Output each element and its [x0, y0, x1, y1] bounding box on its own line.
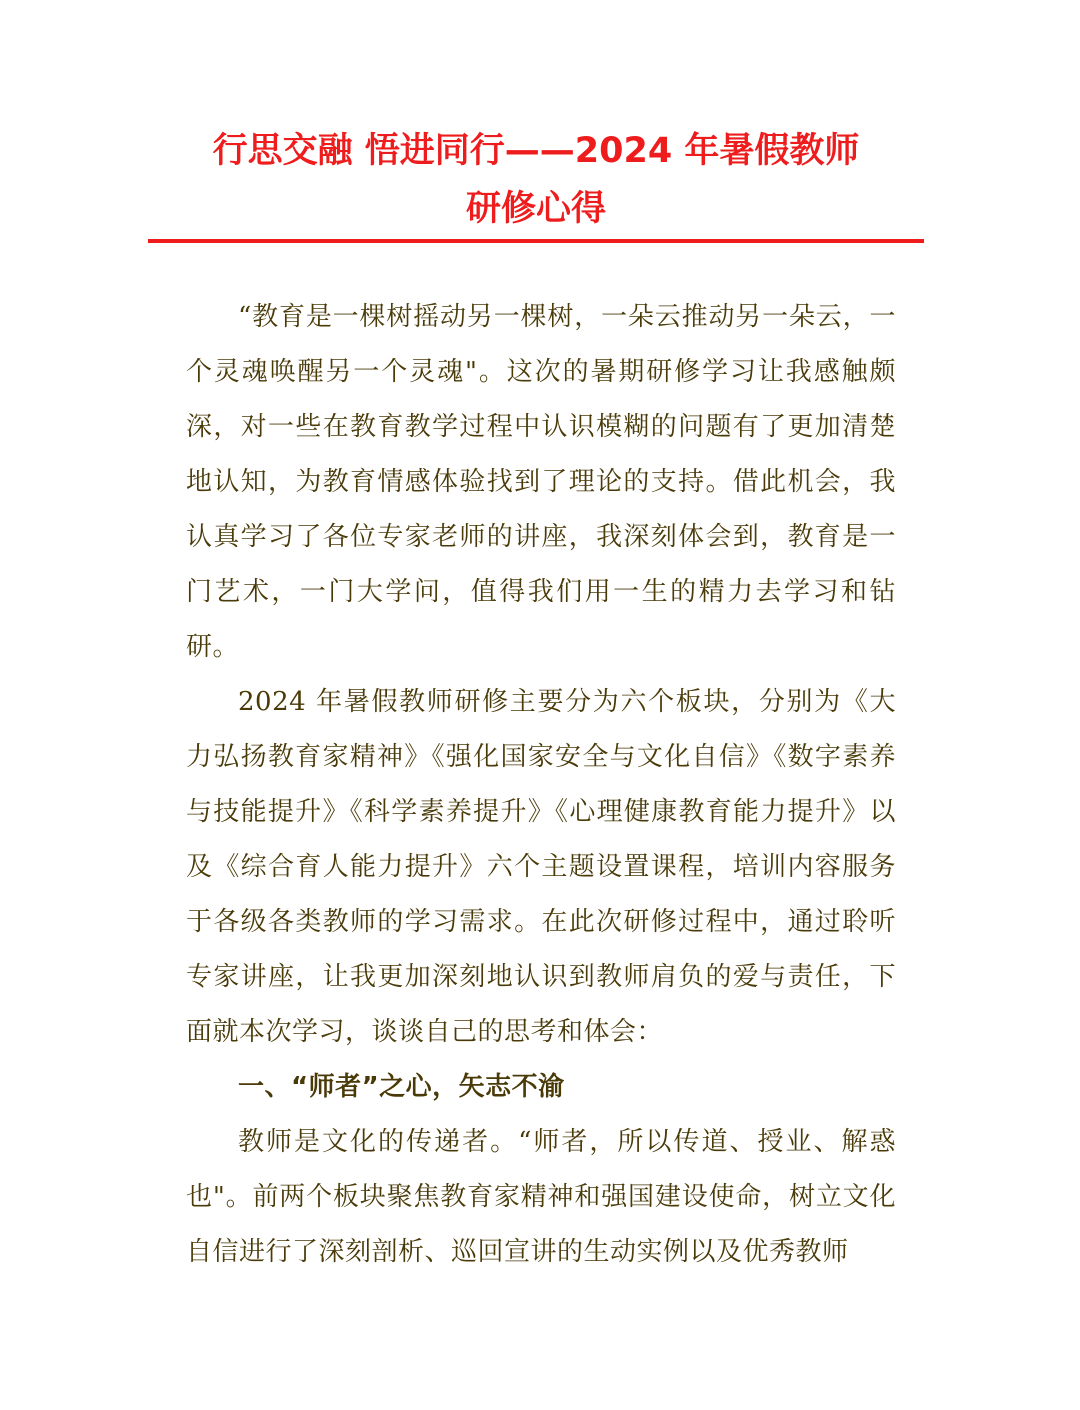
title-line-1: 行思交融 悟进同行——2024 年暑假教师: [212, 131, 860, 171]
paragraph-intro: “教育是一棵树摇动另一棵树，一朵云推动另一朵云，一个灵魂唤醒另一个灵魂"。这次的暑期研修学习让我感触颇深，对一些在教育教学过程中认识模糊的问题有了更加清楚地认知，为教育情感体验找到了理论的支持。借此机会，我认真学习了各位专家老师的讲座，我深刻体会到，教育是一门艺术，一门大学问，值得我们用一生的精力去学习和钻研。: [186, 302, 896, 662]
title-line-2: 研修心得: [465, 189, 606, 229]
document-title: [148, 122, 924, 238]
section-heading-1: 一、“师者”之心，矢志不渝: [238, 1072, 565, 1102]
paragraph-overview: 2024 年暑假教师研修主要分为六个板块，分别为《大力弘扬教育家精神》《强化国家安全与文化自信》《数字素养与技能提升》《科学素养提升》《心理健康教育能力提升》以及《综合育人能力提升》六个主题设置课程，培训内容服务于各级各类教师的学习需求。在此次研修过程中，通过聆听专家讲座，让我更加深刻地认识到教师肩负的爱与责任，下面就本次学习，谈谈自己的思考和体会：: [186, 687, 896, 1047]
paragraph-section-1: 教师是文化的传递者。“师者，所以传道、授业、解惑也"。前两个板块聚焦教育家精神和强国建设使命，树立文化自信进行了深刻剖析、巡回宣讲的生动实例以及优秀教师: [186, 1127, 896, 1267]
title-divider: [148, 239, 924, 243]
document-body: [186, 290, 896, 1280]
